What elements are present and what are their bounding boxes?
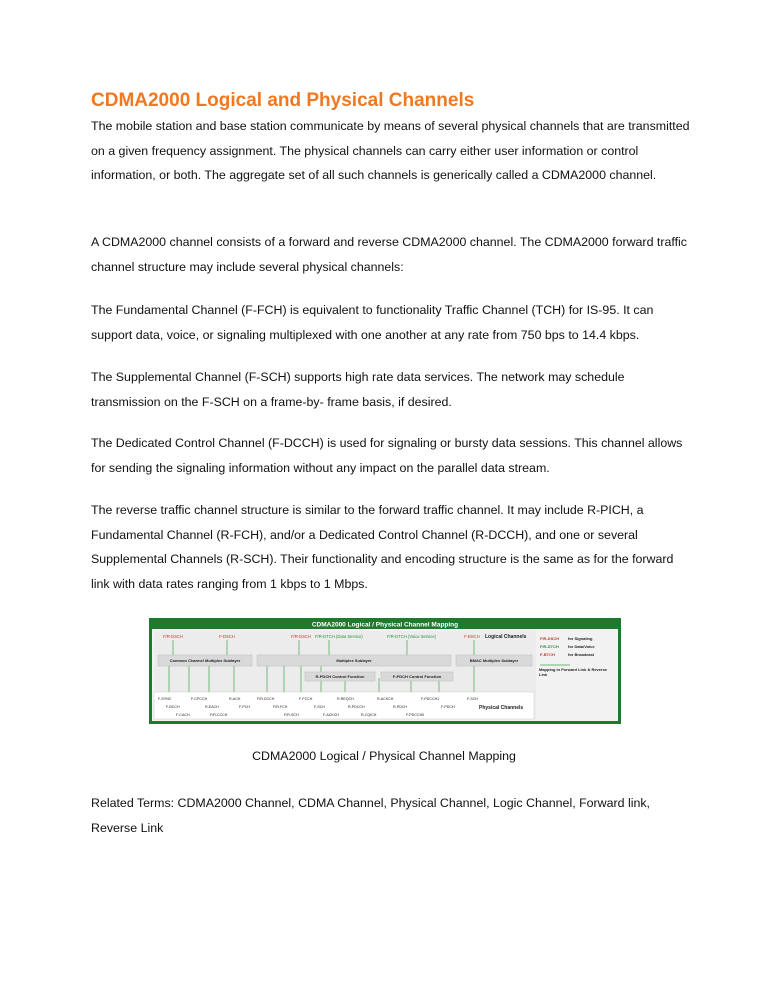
paragraph-reverse-structure: The reverse traffic channel structure is similar to the forward traffic channel. It may include R-PICH, a Fundamental Channel (R-FCH), and/or a Dedicated Control Channel (R-DCCH), and one or several Supplemental Channels (R-SCH). Their functionality and encoding structure is the same as for the forward link with data rates ranging from 1 kbps to 1 Mbps.: [91, 503, 674, 591]
phys-r-ach: R-ACH: [229, 697, 241, 701]
phys-r-pdch: R-PDCH: [393, 705, 407, 709]
logical-channel-fr-dsch: F/R-DSCH: [163, 634, 184, 639]
legend-code-dtch: F/R-DTCH: [540, 644, 559, 649]
phys-r-each: R-EACH: [205, 705, 219, 709]
legend-desc-btch: for Broadcast: [568, 652, 595, 657]
logical-channel-fr-dsch-2: F/R-DSCH: [291, 634, 312, 639]
fpdch-control-label: F-PDCH Control Function: [392, 674, 442, 679]
legend-desc-dtch: for Data/Voice: [568, 644, 595, 649]
phys-f-fcch: F-FCCH: [299, 697, 313, 701]
logical-channel-f-bsch: F-BSCH: [464, 634, 480, 639]
logical-channel-dtch-voice: F/R-DTCH (Voice Service): [387, 634, 437, 639]
figure-header: CDMA2000 Logical / Physical Channel Mapping: [311, 621, 459, 629]
legend-code-dsch: F/R-DSCH: [540, 636, 560, 641]
paragraph-intro: The mobile station and base station communicate by means of several physical channels that are transmitted on a given frequency assignment. The physical channels can carry either user information or control information, or both. The aggregate set of all such channels is generically called a CDMA2000 channel.: [91, 119, 690, 182]
physical-channels-label: Physical Channels: [479, 705, 524, 711]
phys-r-pdcch: R-PDCCH: [348, 705, 365, 709]
phys-f-sch: F-SCH: [467, 697, 478, 701]
rpdch-control-label: R-PDCH Control Function: [315, 674, 365, 679]
phys-f-cach: F-CACH: [176, 713, 190, 717]
phys-f-sync: F-SYNC: [158, 697, 172, 701]
phys-r-cqich: R-CQICH: [361, 713, 377, 717]
phys-f-pch: F-PCH: [239, 705, 250, 709]
paragraph-supplemental-channel: The Supplemental Channel (F-SCH) supports high rate data services. The network may schedule transmission on the F-SCH on a frame-by- frame basis, if desired.: [91, 370, 625, 409]
paragraph-dedicated-control-channel: The Dedicated Control Channel (F-DCCH) is used for signaling or bursty data sessions. This channel allows for sending the signaling information without any impact on the parallel data stream.: [91, 436, 683, 475]
common-multiplex-label: Common Channel Multiplex Sublayer: [169, 658, 241, 663]
phys-f-pdch: F-PDCH: [441, 705, 455, 709]
bmac-multiplex-label: BMAC Multiplex Sublayer: [469, 658, 519, 663]
phys-fr-sch: F/R-SCH: [284, 713, 299, 717]
phys-fr-fch: F/R-FCH: [273, 705, 288, 709]
logical-channel-f-dsch: F-DSCH: [219, 634, 235, 639]
phys-f-pdcch0: F-PDCCH0: [406, 713, 425, 717]
logical-channels-label: Logical Channels: [485, 634, 527, 640]
phys-fr-dcch: F/R-DCCH: [257, 697, 275, 701]
figure-caption: CDMA2000 Logical / Physical Channel Mapping: [252, 749, 516, 763]
paragraph-forward-structure: A CDMA2000 channel consists of a forward and reverse CDMA2000 channel. The CDMA2000 forward traffic channel structure may include several physical channels:: [91, 235, 687, 274]
phys-f-bcch: F-BCCH: [166, 705, 180, 709]
legend-mapping-note: Mapping in Forward Link & Reverse Link: [539, 667, 608, 677]
related-terms: Related Terms: CDMA2000 Channel, CDMA Channel, Physical Channel, Logic Channel, Forward link, Reverse Link: [91, 796, 650, 835]
multiplex-sublayer-label: Multiplex Sublayer: [336, 658, 372, 663]
page-title: CDMA2000 Logical and Physical Channels: [91, 90, 475, 111]
phys-f-ackch: F-ACKCH: [323, 713, 339, 717]
phys-f-sch-2: F-SCH: [314, 705, 325, 709]
phys-r-reqch: R-REQCH: [337, 697, 354, 701]
logical-channel-dtch-data: F/R-DTCH (Data Service): [315, 634, 363, 639]
phys-f-cpcch: F-CPCCH: [191, 697, 208, 701]
channel-mapping-figure: [149, 618, 621, 724]
legend-code-btch: F-BTCH: [540, 652, 555, 657]
paragraph-fundamental-channel: The Fundamental Channel (F-FCH) is equivalent to functionality Traffic Channel (TCH) for IS-95. It can support data, voice, or signaling multiplexed with one another at any rate from 750 bps to 14.4 kbps.: [91, 303, 654, 342]
phys-r-ackch: R-ACKCH: [377, 697, 394, 701]
phys-f-pdcch1: F-PDCCH1: [421, 697, 440, 701]
phys-fr-ccch: F/R-CCCH: [210, 713, 228, 717]
legend-desc-dsch: for Signaling: [568, 636, 593, 641]
